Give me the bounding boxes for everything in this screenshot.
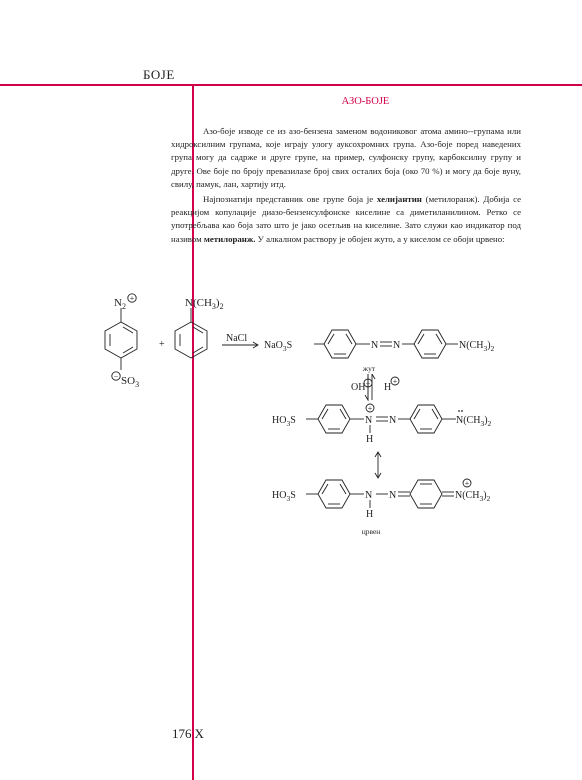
plus-sign: + [159, 339, 165, 350]
dimethylamino-group: $N(CH_3)_2$ [185, 297, 224, 311]
label-red: црвен [361, 527, 381, 536]
proton-label: H [384, 382, 392, 393]
term-heliantin: хелијантин [376, 194, 422, 205]
minus-charge: − [365, 379, 371, 388]
product-protonated [306, 405, 456, 433]
label-yellow: жут [362, 364, 376, 373]
azo-n: N [389, 490, 397, 501]
plus-charge: + [464, 479, 470, 488]
azo-n: N [365, 415, 373, 426]
reagent-label: NaCl [226, 333, 248, 344]
h-atom: H [366, 509, 374, 520]
hso3-group: $HO_3S$ [272, 490, 296, 503]
plus-charge: + [367, 404, 373, 413]
term-methylorange: метилоранж. [203, 233, 256, 244]
dimethylaniline-ring [175, 308, 207, 358]
paragraph-2: Најпознатији представник ове групе боја је хелијантин (метилоранж). Добија се реакцијом копулације диазо-бензенсулфонске киселине са диметиланилином. Ретко се употребљава као боја зато што је јако осетљив на киселине. Зато служи као индикатор под називом метилоранж. У алкалном раствору је обојен жуто, а у киселом се обоји црвено: [171, 194, 522, 244]
minus-charge: − [113, 372, 119, 381]
azo-n: N [371, 340, 379, 351]
azo-n: N [389, 415, 397, 426]
resonance-arrow [375, 452, 381, 478]
chapter-number: X [194, 726, 204, 741]
plus-charge: + [392, 377, 398, 386]
dimethylamino-group: $N(CH_3)_2$ [459, 340, 495, 353]
lone-pair [458, 410, 463, 412]
azo-n: N [393, 340, 401, 351]
diazonium-group: $N_2$ [114, 297, 126, 311]
chapter-title: БОЈЕ [143, 67, 175, 82]
page-footer [172, 726, 204, 742]
dimethylamino-group: $N(CH_3)_2$ [456, 415, 492, 428]
h-atom: H [366, 434, 374, 445]
product-yellow [314, 330, 458, 358]
hso3-group: $HO_3S$ [272, 415, 296, 428]
page-number: 176 [172, 726, 192, 741]
naso3-group: NaO$_3$S [264, 340, 293, 353]
plus-charge: + [129, 294, 135, 303]
product-red [306, 480, 454, 508]
dimethylamino-group: $N(CH_3)_2$ [455, 490, 491, 503]
section-title: АЗО-БОЈЕ [341, 96, 390, 107]
paragraph-1: Азо-боје изводе се из азо-бензена заменом водониковог атома амино--групама или хидроксилним групама, које играју улогу ауксохромних група. Азо-боје поред наведених група могу да садрже и друге групе, на пример, сулфонску групу, карбоксилну групу и друге. Ове боје по броју превазилазе број свих осталих боја (око 70 %) и могу да боје вуну, свилу, памук, лан, хартију итд. [171, 126, 521, 189]
sulfonate-group: $SO_3$ [121, 375, 140, 389]
diazonium-ring [105, 308, 137, 370]
azo-n: N [365, 490, 373, 501]
hydroxide-label: OH [351, 382, 366, 393]
